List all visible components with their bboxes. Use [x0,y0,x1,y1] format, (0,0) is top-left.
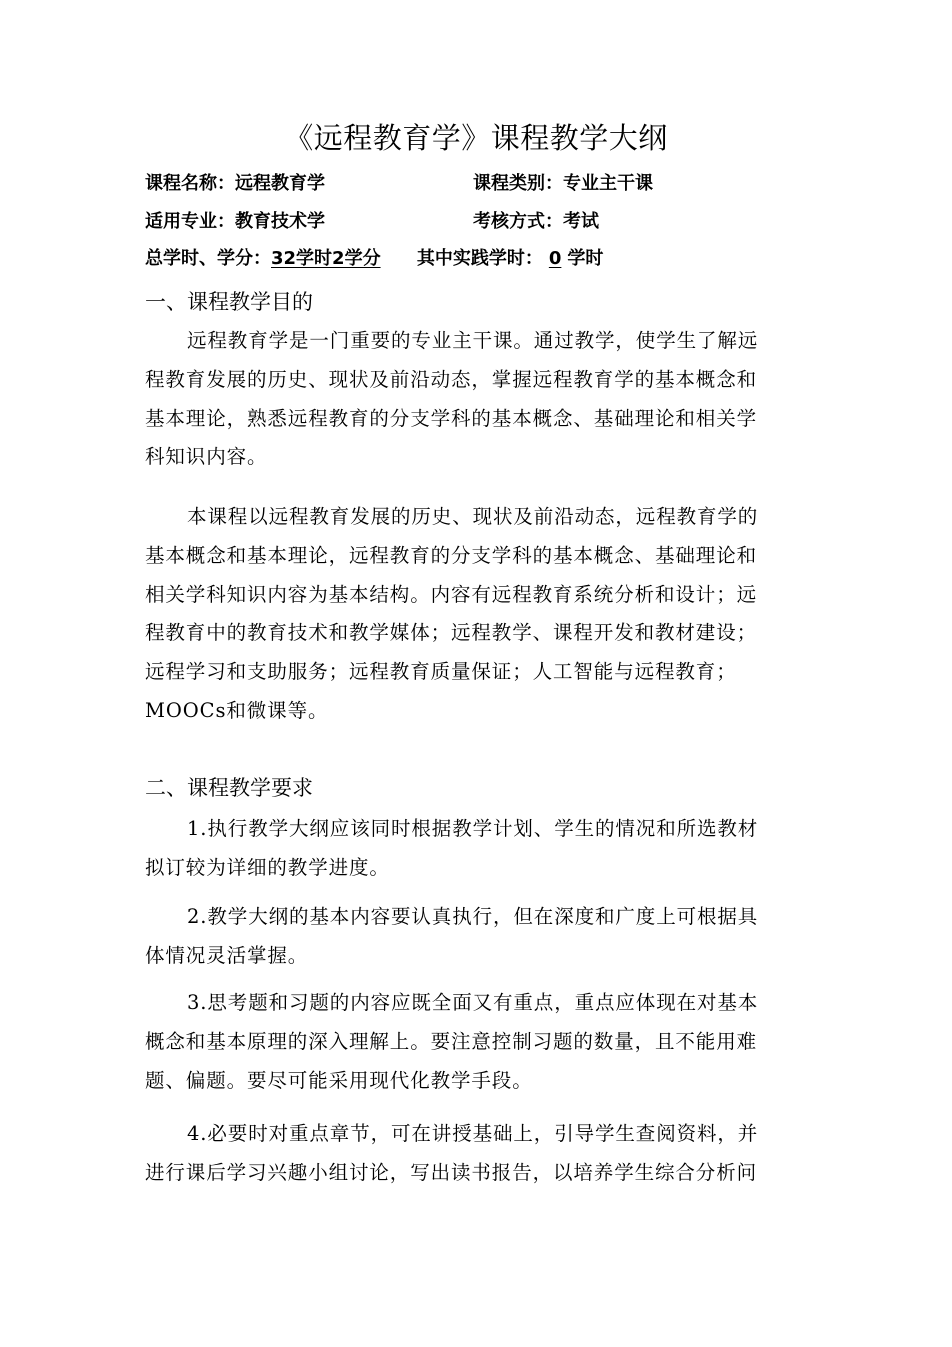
major-value: 教育技术学 [235,211,325,232]
practice-unit: 学时 [567,248,604,269]
course-type [473,171,653,197]
paragraph-line: 体情况灵活掌握。 [145,943,309,967]
paragraph [145,984,813,1100]
paragraph [145,898,813,976]
paragraph [145,322,813,477]
meta-row-major [145,209,599,235]
document-title: 《远程教育学》课程教学大纲 [284,121,668,155]
paragraph-line: 进行课后学习兴趣小组讨论，写出读书报告，以培养学生综合分析问 [145,1160,758,1184]
paragraph-line: 题、偏题。要尽可能采用现代化教学手段。 [145,1068,533,1092]
meta-row-course [145,171,653,197]
paragraph-line: 科知识内容。 [145,445,268,469]
paragraph-line: 程教育发展的历史、现状及前沿动态，掌握远程教育学的基本概念和 [145,367,758,391]
paragraph-line: 基本理论，熟悉远程教育的分支学科的基本概念、基础理论和相关学 [145,406,758,430]
meta-row-hours [145,246,603,272]
assessment [473,209,599,235]
paragraph [145,810,813,888]
paragraph-line: 4.必要时对重点章节，可在讲授基础上，引导学生查阅资料，并 [187,1122,759,1145]
paragraph-line: 远程学习和支助服务；远程教育质量保证；人工智能与远程教育； [145,660,737,684]
practice-value: 0 [548,248,562,269]
paragraph-line: 基本概念和基本理论，远程教育的分支学科的基本概念、基础理论和 [145,543,758,567]
practice-hours [417,246,604,272]
hours-label: 总学时、学分： [145,248,271,269]
section-heading-requirements: 二、课程教学要求 [145,776,313,800]
paragraph-line: 2.教学大纲的基本内容要认真执行，但在深度和广度上可根据具 [187,905,759,928]
major-label: 适用专业： [145,211,235,232]
paragraph [145,1115,813,1193]
paragraph-line: 远程教育学是一门重要的专业主干课。通过教学，使学生了解远 [187,329,759,352]
course-type-label: 课程类别： [473,173,563,194]
paragraph-line: MOOCs和微课等。 [145,698,329,722]
section-heading-purpose: 一、课程教学目的 [145,290,313,314]
paragraph-line: 拟订较为详细的教学进度。 [145,855,390,879]
paragraph [145,498,813,731]
practice-label: 其中实践学时： [416,248,543,269]
assessment-label: 考核方式： [473,211,563,232]
paragraph-line: 概念和基本原理的深入理解上。要注意控制习题的数量，且不能用难 [145,1029,758,1053]
paragraph-line: 本课程以远程教育发展的历史、现状及前沿动态，远程教育学的 [187,505,759,528]
paragraph-line: 1.执行教学大纲应该同时根据教学计划、学生的情况和所选教材 [187,817,759,840]
assessment-value: 考试 [563,211,599,232]
course-type-value: 专业主干课 [563,173,653,194]
paragraph-line: 3.思考题和习题的内容应既全面又有重点，重点应体现在对基本 [187,991,759,1014]
course-name-label: 课程名称： [145,173,235,194]
paragraph-line: 程教育中的教育技术和教学媒体；远程教学、课程开发和教材建设； [145,621,758,645]
hours-value: 32学时2学分 [271,248,381,269]
course-name-value: 远程教育学 [235,173,325,194]
paragraph-line: 相关学科知识内容为基本结构。内容有远程教育系统分析和设计；远 [145,582,758,606]
